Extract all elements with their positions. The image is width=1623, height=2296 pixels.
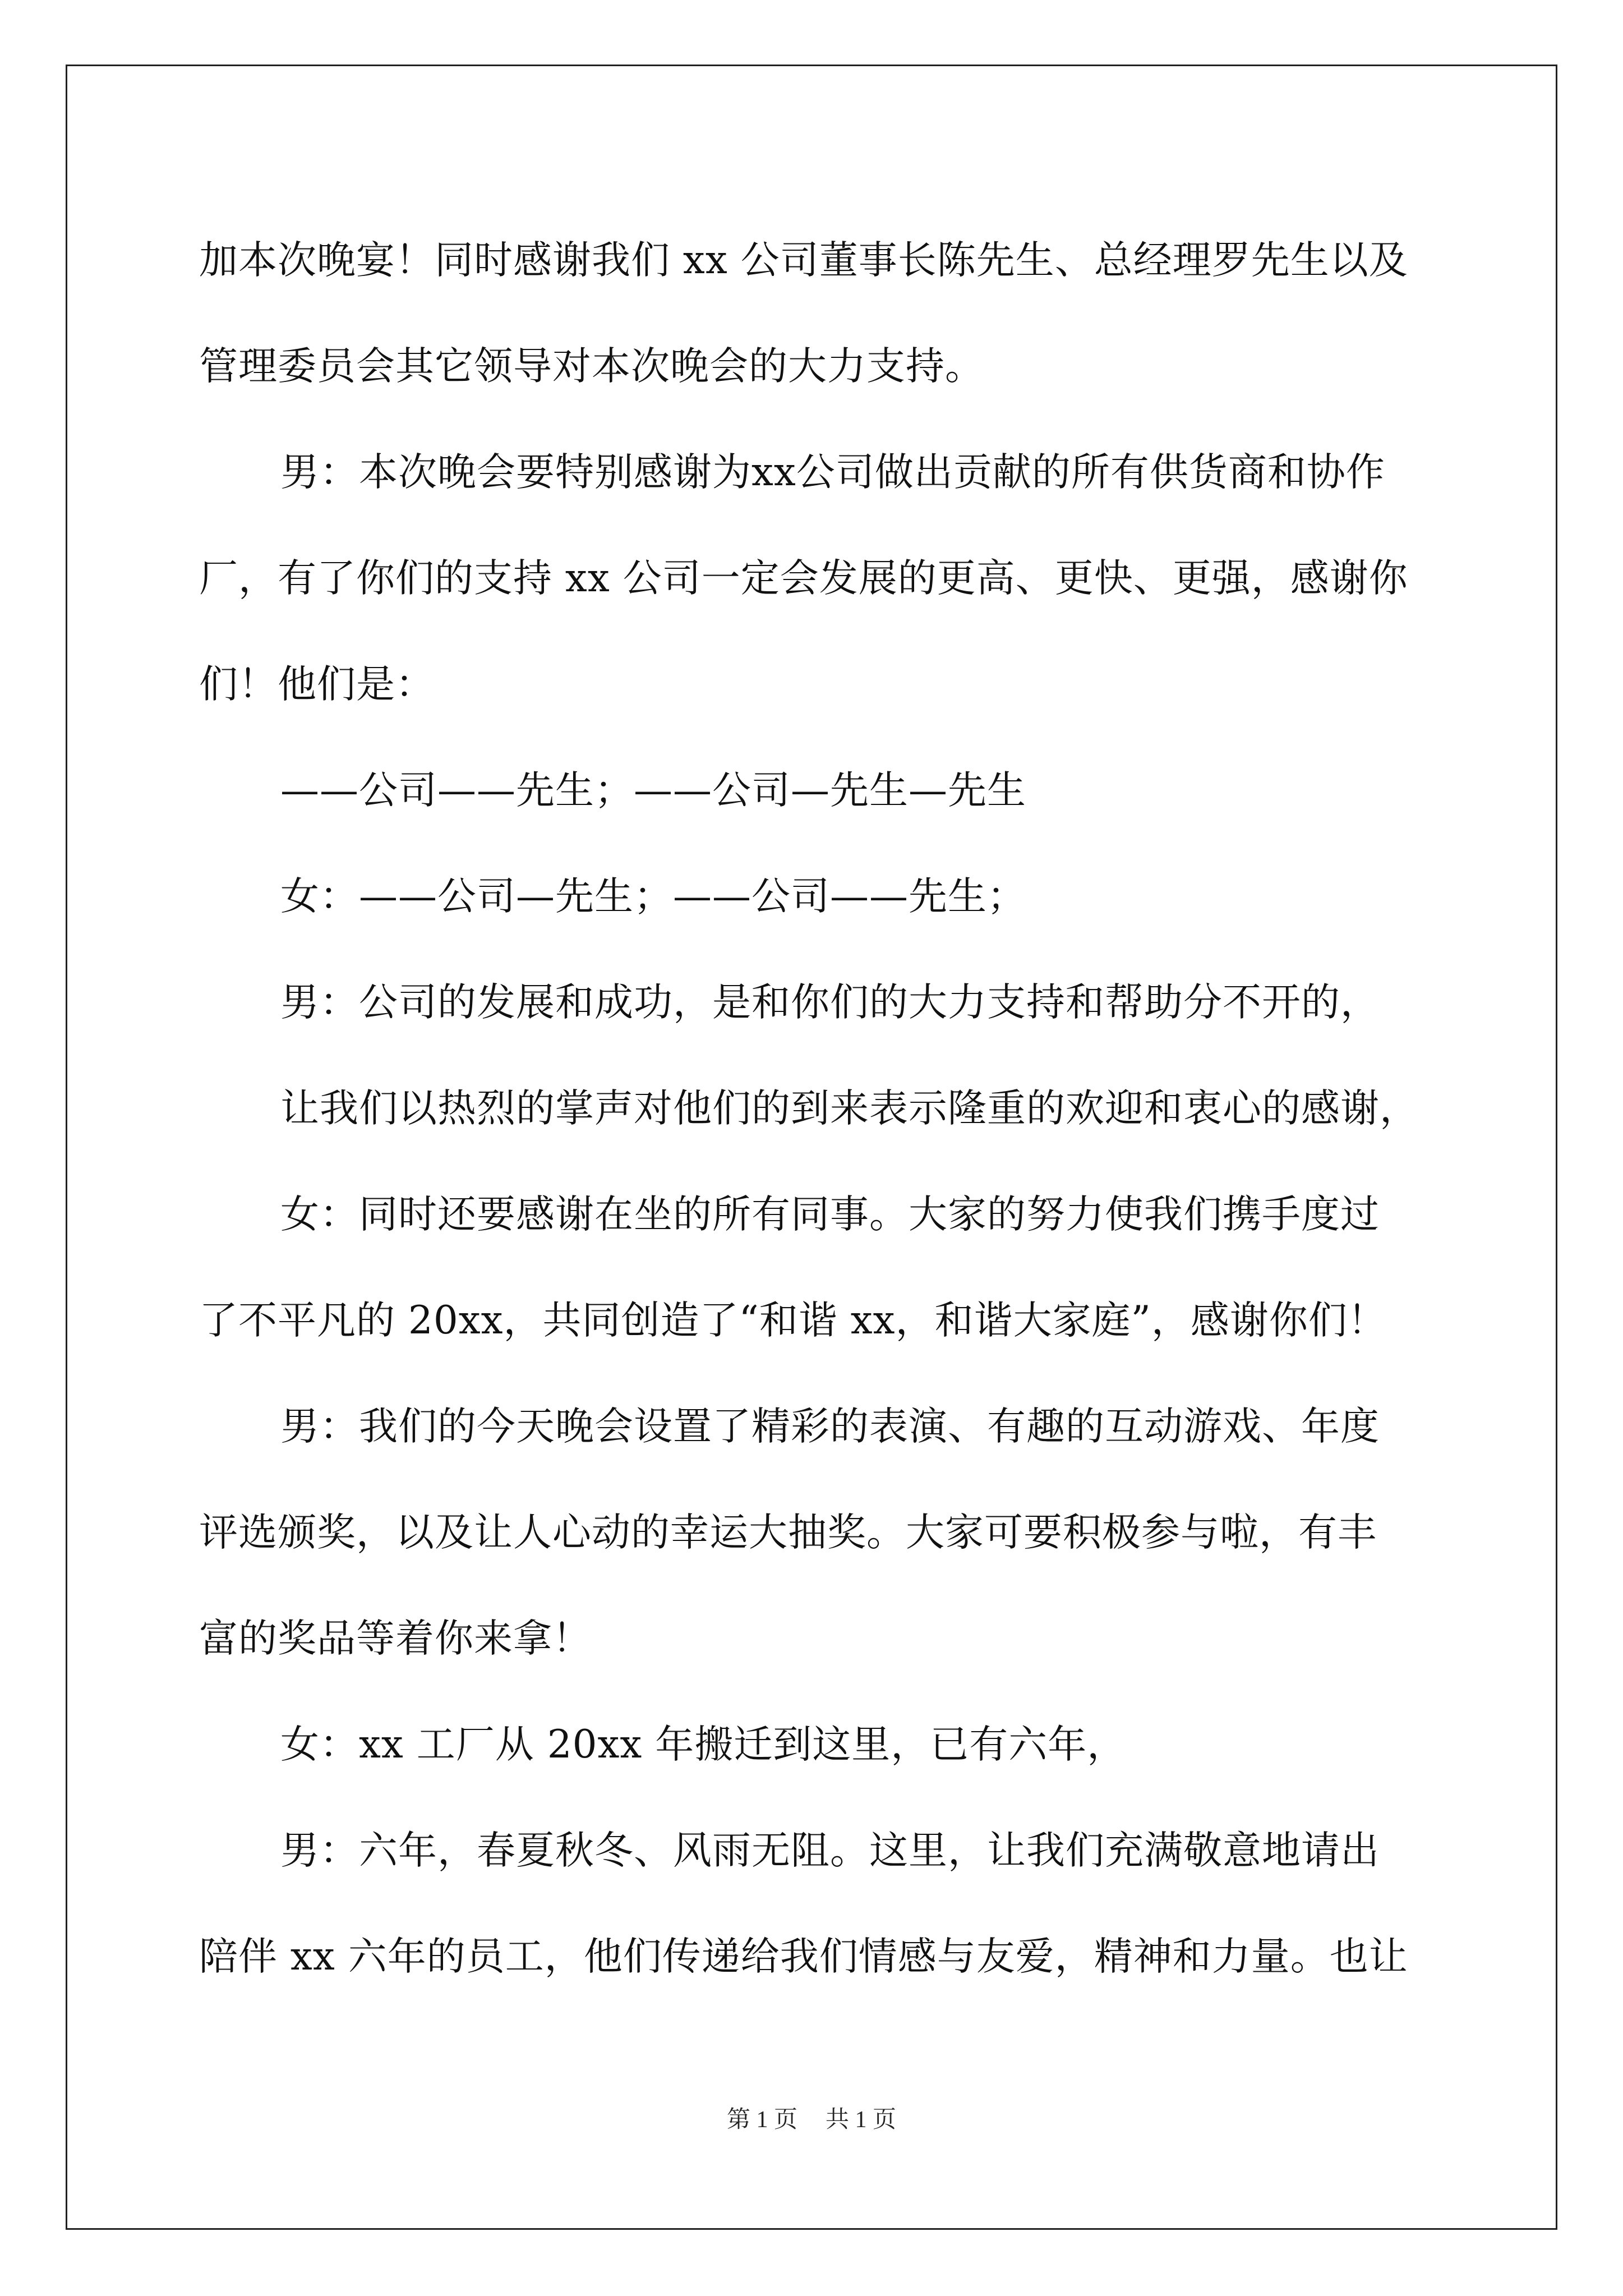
text-line: 加本次晚宴！同时感谢我们 xx 公司董事长陈先生、总经理罗先生以及 <box>199 238 1408 283</box>
page-footer <box>0 2101 1623 2134</box>
text-line: 男：本次晚会要特别感谢为xx公司做出贡献的所有供货商和协作 <box>280 450 1385 495</box>
page-number-current: 第 1 页 <box>726 2107 797 2133</box>
text-line: ——公司——先生；——公司—先生—先生 <box>280 768 1026 813</box>
text-line: 男：公司的发展和成功，是和你们的大力支持和帮助分不开的， <box>280 980 1380 1025</box>
text-line: 女：同时还要感谢在坐的所有同事。大家的努力使我们携手度过 <box>280 1192 1380 1237</box>
text-line: 评选颁奖，以及让人心动的幸运大抽奖。大家可要积极参与啦，有丰 <box>199 1510 1377 1555</box>
text-line: 富的奖品等着你来拿！ <box>199 1616 592 1661</box>
text-line: 女：——公司—先生；——公司——先生； <box>280 874 1026 919</box>
text-line: 们！他们是： <box>199 662 435 707</box>
text-line: 了不平凡的 20xx，共同创造了“和谐 xx，和谐大家庭”，感谢你们！ <box>199 1298 1387 1343</box>
text-line: 陪伴 xx 六年的员工，他们传递给我们情感与友爱，精神和力量。也让 <box>199 1934 1408 1979</box>
text-line: 男：我们的今天晚会设置了精彩的表演、有趣的互动游戏、年度 <box>280 1404 1380 1449</box>
text-line: 女：xx 工厂从 20xx 年搬迁到这里，已有六年， <box>280 1722 1127 1767</box>
text-line: 厂，有了你们的支持 xx 公司一定会发展的更高、更快、更强，感谢你 <box>199 556 1408 601</box>
page-number-total: 共 1 页 <box>826 2107 897 2133</box>
document-body <box>199 208 1455 2010</box>
text-line: 男：六年，春夏秋冬、风雨无阻。这里，让我们充满敬意地请出 <box>280 1828 1380 1873</box>
text-line: 管理委员会其它领导对本次晚会的大力支持。 <box>199 344 984 389</box>
text-line: 让我们以热烈的掌声对他们的到来表示隆重的欢迎和衷心的感谢， <box>280 1086 1419 1131</box>
